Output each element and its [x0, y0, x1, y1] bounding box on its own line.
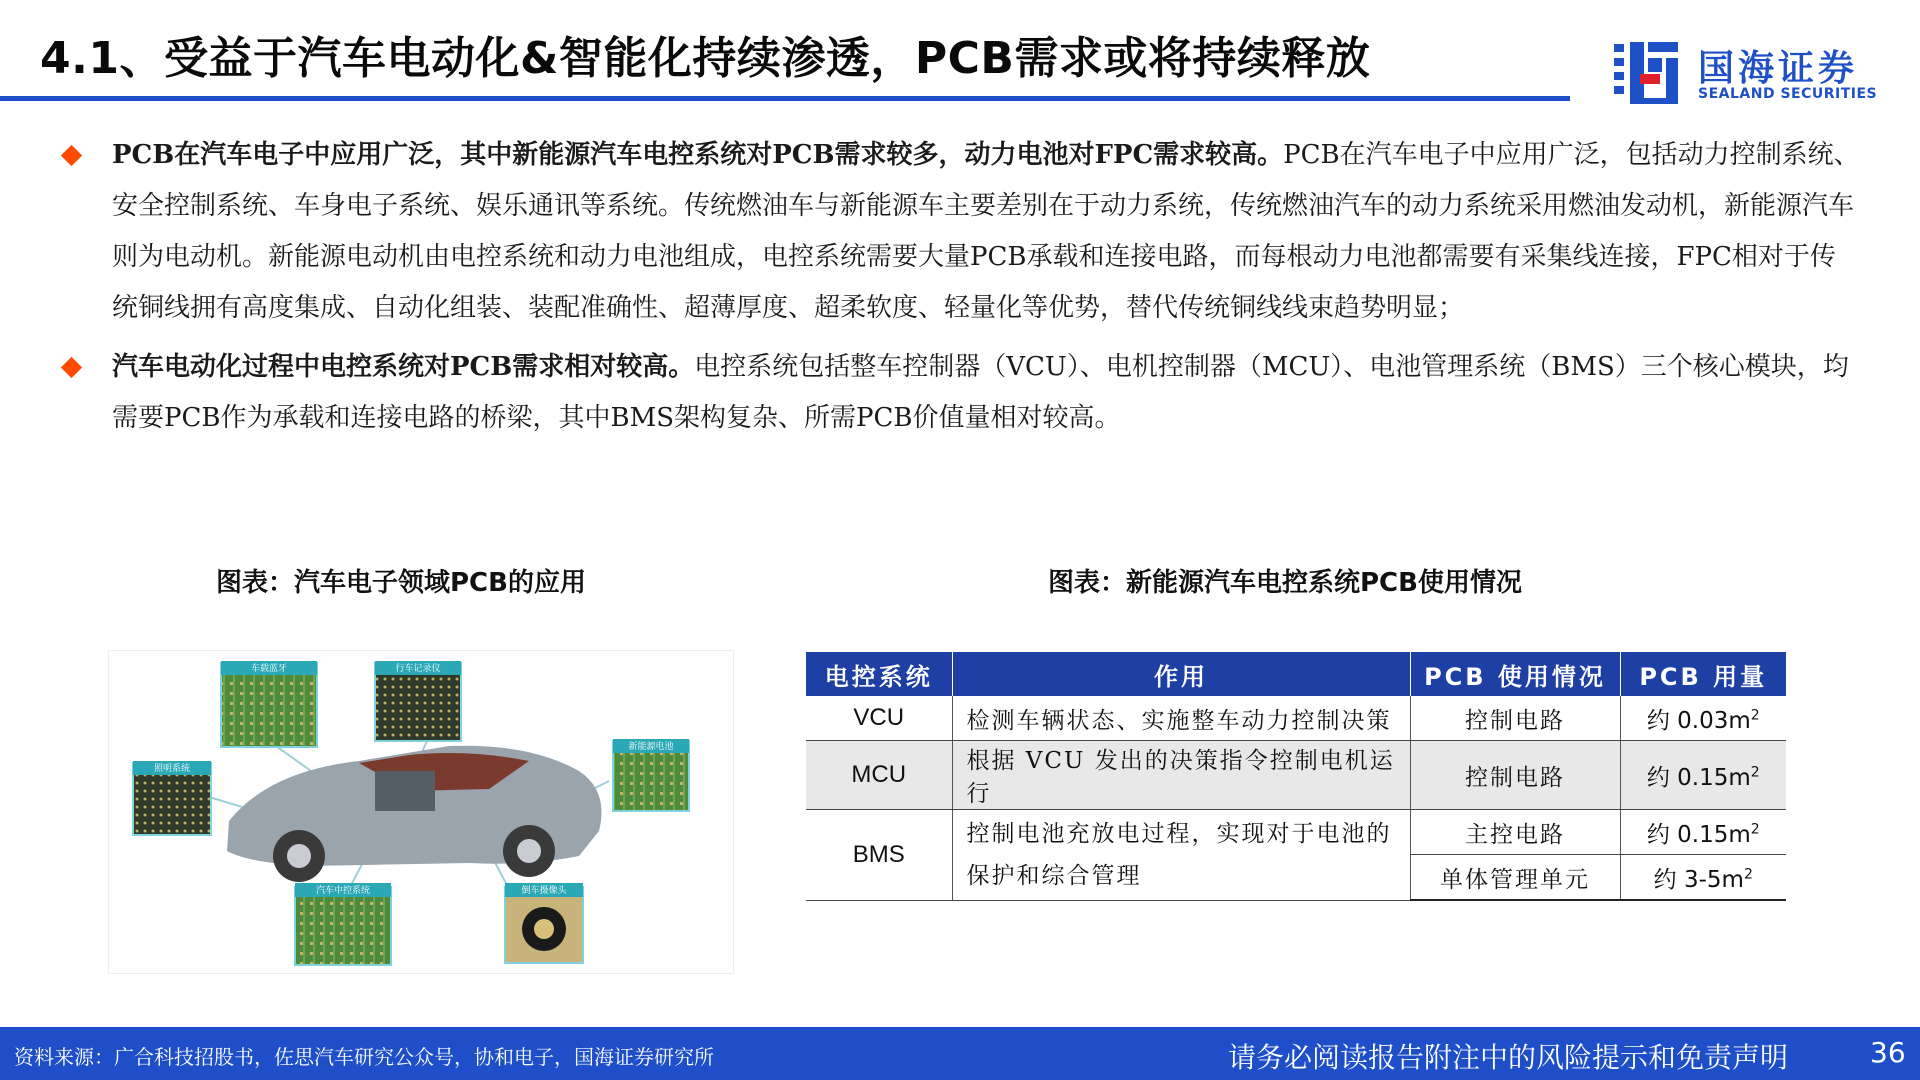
car-pcb-figure: [108, 650, 734, 974]
title-divider: [0, 96, 1570, 101]
company-logo: [1612, 38, 1892, 108]
table-header: PCB 用量: [1620, 652, 1786, 696]
car-label: 倒车摄像头: [521, 886, 567, 896]
car-label: 新能源电池: [628, 742, 674, 752]
page-number: 36: [1870, 1036, 1906, 1069]
table-row: [806, 696, 1786, 741]
bullet-lead: PCB在汽车电子中应用广泛，其中新能源汽车电控系统对PCB需求较多，动力电池对FPC需求较高。: [112, 140, 1284, 170]
bullet-lead: 汽车电动化过程中电控系统对PCB需求相对较高。: [112, 352, 695, 382]
bullet-item: [60, 130, 1860, 334]
bullet-text: 电控系统包括整车控制器（VCU）、电机控制器（MCU）、电池管理系统（BMS）三个核心模块，均需要PCB作为承载和连接电路的桥梁，其中BMS架构复杂、所需PCB价值量相对较高。: [112, 352, 1849, 433]
ecu-pcb-table: [806, 652, 1786, 901]
table-row: [806, 810, 1786, 855]
diamond-bullet-icon: [61, 145, 82, 166]
table-cell: 控制电路: [1410, 696, 1620, 741]
table-cell: 根据 VCU 发出的决策指令控制电机运行: [952, 741, 1410, 810]
table-cell: 约 $0.03m^2$: [1620, 696, 1786, 741]
bullet-text: PCB在汽车电子中应用广泛，包括动力控制系统、安全控制系统、车身电子系统、娱乐通讯等系统。传统燃油车与新能源车主要差别在于动力系统，传统燃油汽车的动力系统采用燃油发动机，新能源汽车则为电动机。新能源电动机由电控系统和动力电池组成，电控系统需要大量PCB承载和连接电路，而每根动力电池都需要有采集线连接，FPC相对于传统铜线拥有高度集成、自动化组装、装配准确性、超薄厚度、超柔软度、轻量化等优势，替代传统铜线线束趋势明显；: [112, 140, 1860, 323]
table-cell: 单体管理单元: [1410, 855, 1620, 901]
table-cell: 控制电池充放电过程，实现对于电池的保护和综合管理: [952, 810, 1410, 901]
table-cell: 控制电路: [1410, 741, 1620, 810]
table-cell: 约 $0.15m^2$: [1620, 810, 1786, 855]
table-cell: 主控电路: [1410, 810, 1620, 855]
car-label: 行车记录仪: [395, 664, 441, 674]
figure-caption-left: 图表：汽车电子领域PCB的应用: [216, 568, 586, 598]
bullet-list: [60, 130, 1860, 452]
car-pcb-illustration: [109, 651, 733, 973]
table-cell: 检测车辆状态、实施整车动力控制决策: [952, 696, 1410, 741]
table-cell: VCU: [806, 696, 952, 741]
bullet-item: [60, 342, 1860, 444]
diamond-bullet-icon: [61, 357, 82, 378]
logo-english-text: SEALAND SECURITIES: [1698, 86, 1878, 102]
table-header-row: [806, 652, 1786, 696]
table-cell: 约 $3-5m^2$: [1620, 855, 1786, 901]
table-cell: BMS: [806, 810, 952, 901]
table-header: 作用: [952, 652, 1410, 696]
car-label: 汽车中控系统: [315, 886, 371, 896]
sealand-logo-icon: [1612, 38, 1682, 106]
car-label: 车载蓝牙: [250, 664, 288, 674]
footer-disclaimer: 请务必阅读报告附注中的风险提示和免责声明: [1228, 1041, 1789, 1074]
car-label: 照明系统: [153, 764, 191, 774]
logo-chinese-text: 国海证券: [1698, 48, 1859, 89]
footer-source: 资料来源：广合科技招股书，佐思汽车研究公众号，协和电子，国海证券研究所: [14, 1045, 714, 1069]
table-row: [806, 741, 1786, 810]
figure-caption-right: 图表：新能源汽车电控系统PCB使用情况: [1048, 568, 1522, 598]
table-header: 电控系统: [806, 652, 952, 696]
table-cell: 约 $0.15m^2$: [1620, 741, 1786, 810]
table-header: PCB 使用情况: [1410, 652, 1620, 696]
page-title: 4.1、受益于汽车电动化&智能化持续渗透，PCB需求或将持续释放: [40, 33, 1371, 84]
footer-bar: [0, 1027, 1920, 1080]
table-cell: MCU: [806, 741, 952, 810]
